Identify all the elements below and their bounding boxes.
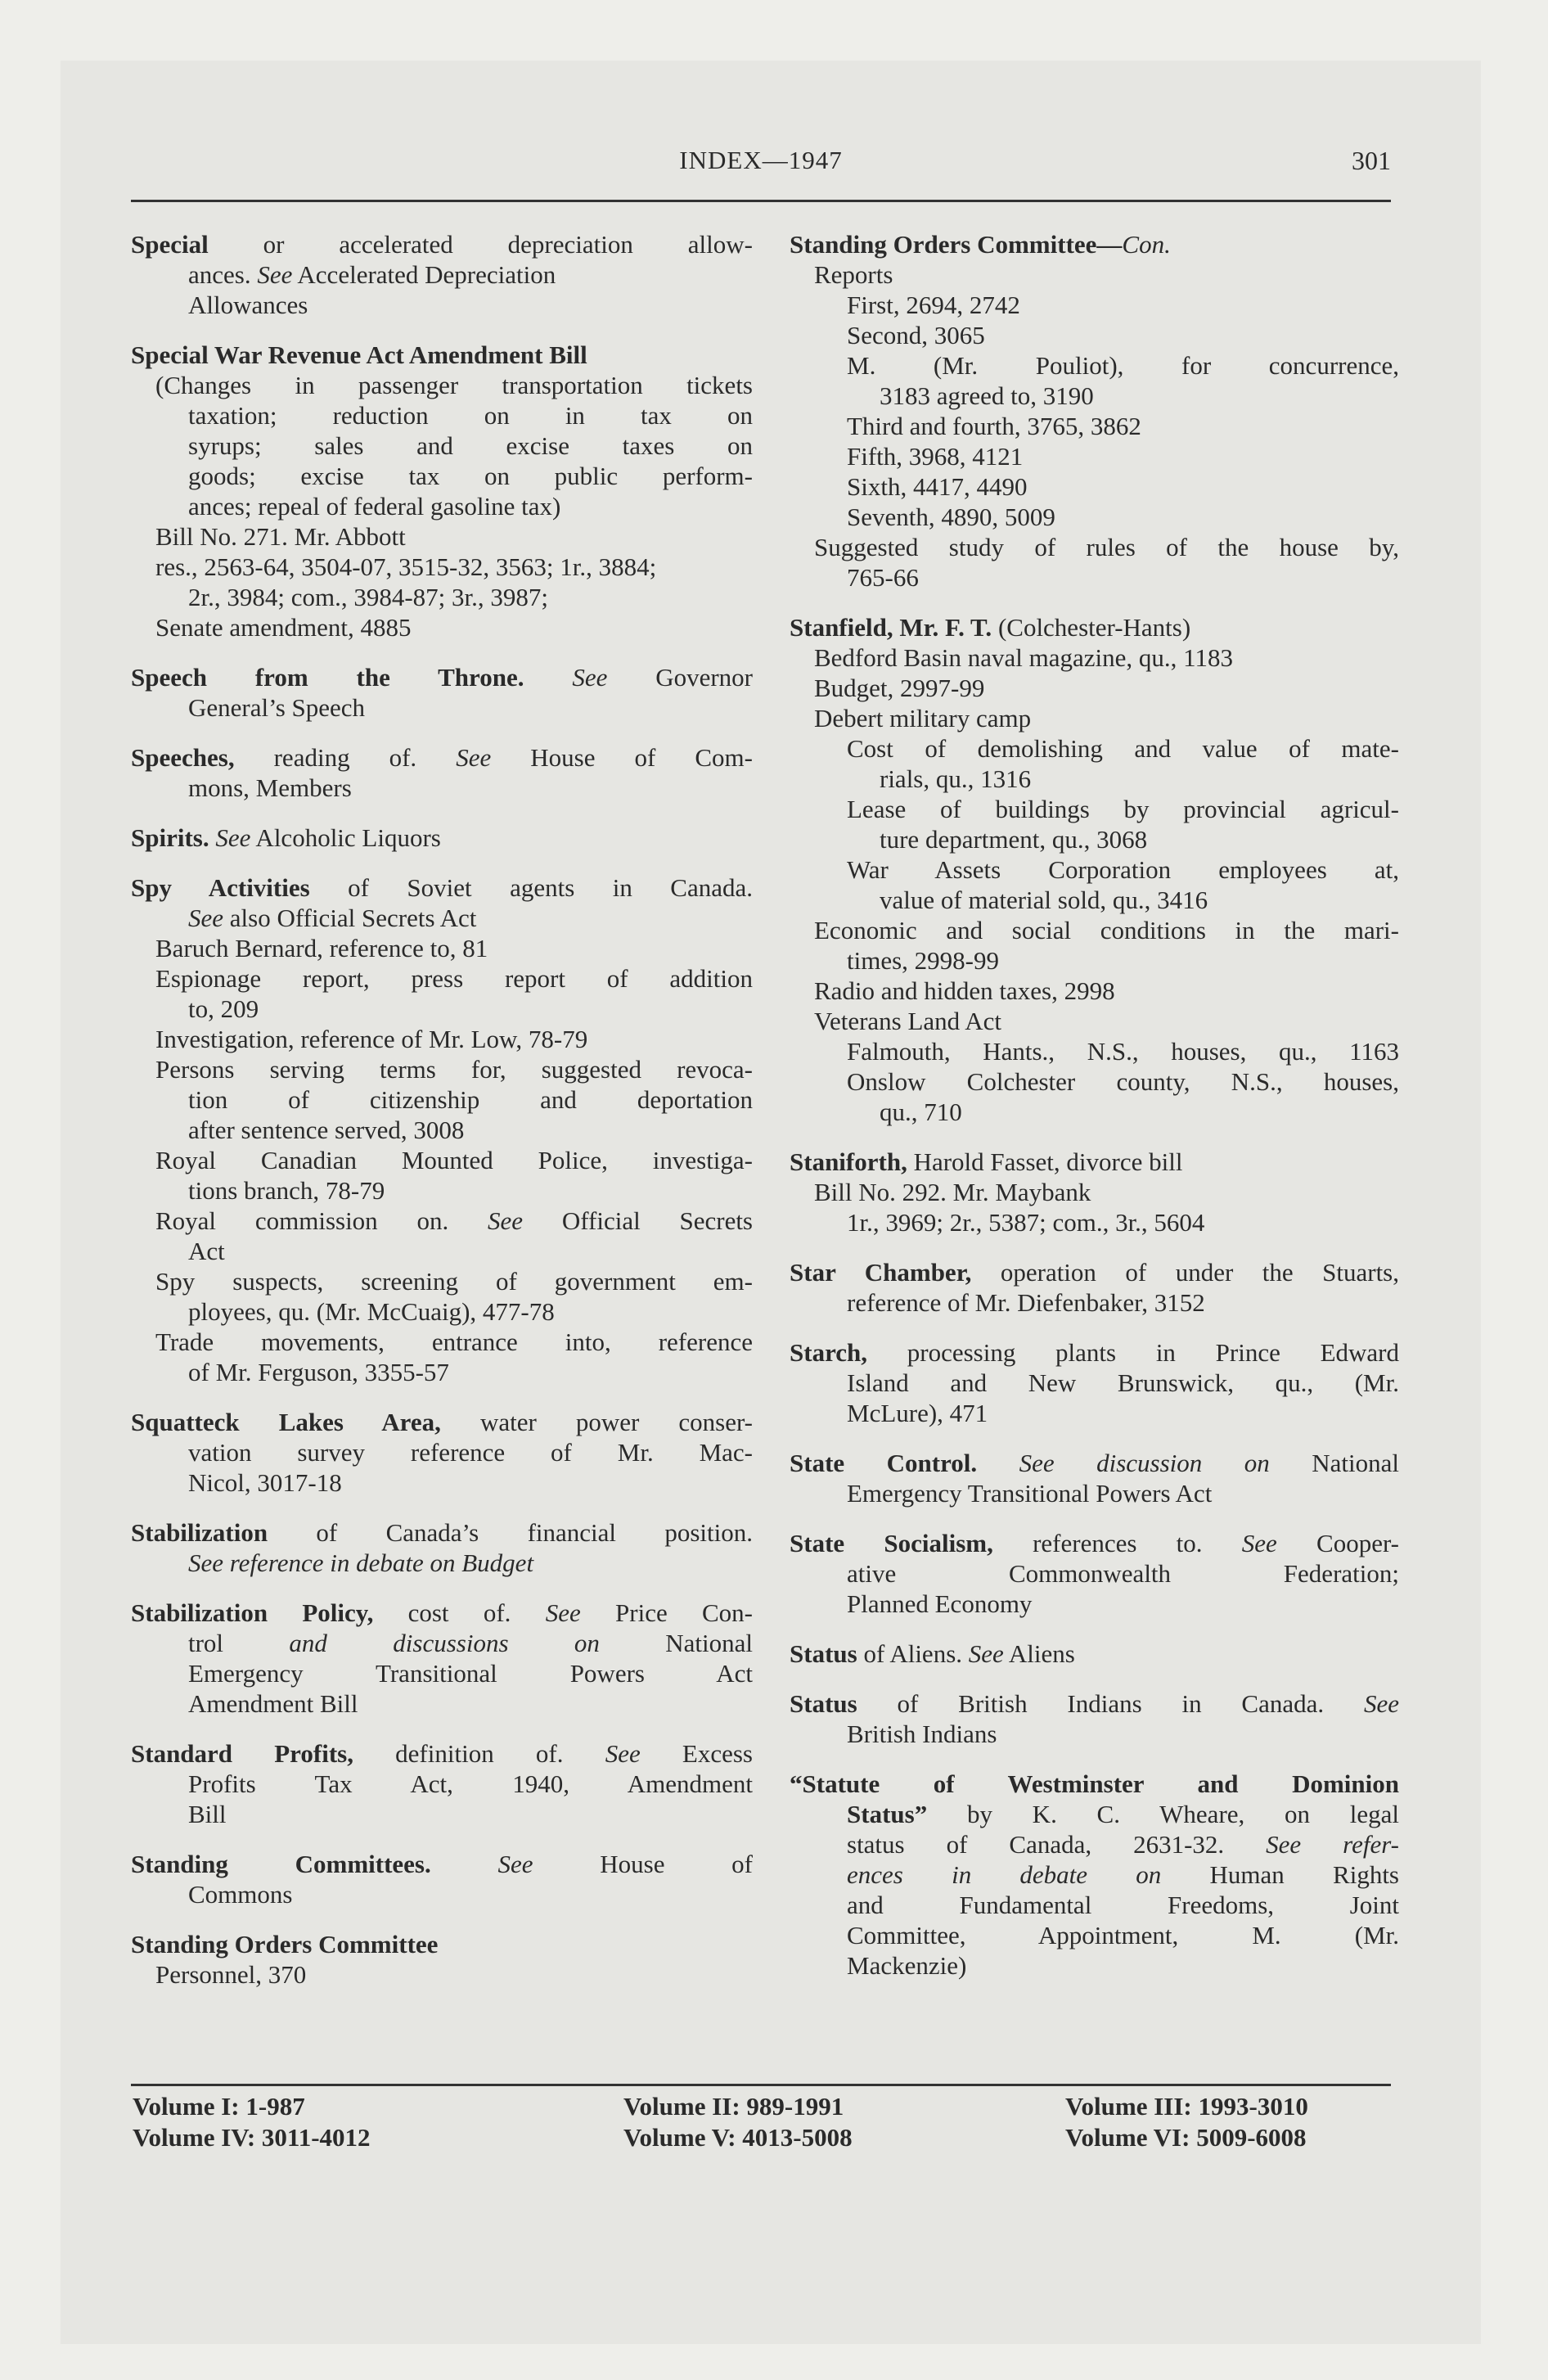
entry-subline — [131, 1769, 753, 1799]
entry-text: and Fundamental Freedoms, Joint — [847, 1891, 1399, 1919]
entry-text: 1r., 3969; 2r., 5387; com., 3r., 5604 — [847, 1208, 1205, 1237]
index-entry — [131, 1929, 753, 1990]
entry-text: of Mr. Ferguson, 3355-57 — [188, 1358, 449, 1386]
entry-text: status of Canada, 2631-32. — [847, 1830, 1267, 1859]
entry-heading-line — [790, 612, 1399, 642]
page-number: 301 — [1352, 146, 1391, 175]
entry-term: Standing Committees. — [131, 1850, 431, 1878]
entry-heading-line — [131, 1929, 753, 1959]
entry-text: times, 2998-99 — [847, 946, 999, 975]
entry-text — [977, 1449, 1019, 1477]
entry-term: Starch, — [790, 1338, 868, 1367]
entry-subline — [131, 521, 753, 552]
entry-subline — [131, 1548, 753, 1578]
entry-text: Seventh, 4890, 5009 — [847, 503, 1055, 531]
volume-range: Volume II: 989-1991 — [623, 2092, 844, 2121]
index-entry — [790, 1769, 1399, 1981]
entry-subline — [131, 612, 753, 642]
entry-term: Staniforth, — [790, 1147, 907, 1176]
entry-subline — [131, 1054, 753, 1084]
index-entry — [790, 612, 1399, 1127]
entry-text: Nicol, 3017-18 — [188, 1468, 342, 1497]
cross-reference-word: See — [545, 1598, 581, 1627]
index-entry — [790, 1688, 1399, 1749]
entry-text: of Soviet agents in Canada. — [309, 873, 754, 902]
header-rule — [131, 200, 1391, 202]
entry-text: tions branch, 78-79 — [188, 1176, 385, 1205]
entry-term: Stabilization Policy, — [131, 1598, 374, 1627]
entry-term: Star Chamber, — [790, 1258, 972, 1287]
entry-subline — [131, 1658, 753, 1688]
entry-subline — [131, 933, 753, 963]
entry-text: Personnel, 370 — [155, 1960, 307, 1989]
entry-text: Commons — [188, 1880, 293, 1909]
entry-text: reference of Mr. Diefenbaker, 3152 — [847, 1288, 1205, 1317]
entry-subline — [131, 1879, 753, 1909]
volume-range: Volume VI: 5009-6008 — [1065, 2123, 1307, 2152]
entry-text: British Indians — [847, 1720, 997, 1748]
entry-subline — [790, 1950, 1399, 1981]
entry-subline — [790, 976, 1399, 1006]
entry-term: Status — [790, 1639, 857, 1668]
entry-text: Onslow Colchester county, N.S., houses, — [847, 1067, 1399, 1096]
index-entry — [131, 1407, 753, 1498]
entry-term: Status — [790, 1689, 857, 1718]
entry-text: Accelerated Depreciation — [292, 260, 556, 289]
entry-subline — [131, 1175, 753, 1206]
entry-subline — [131, 1799, 753, 1829]
entry-text: Mackenzie) — [847, 1951, 967, 1980]
cross-reference-word: See — [215, 823, 251, 852]
index-entry — [790, 1639, 1399, 1669]
cross-reference-word: See — [188, 904, 224, 932]
entry-text: ployees, qu. (Mr. McCuaig), 477-78 — [188, 1297, 555, 1326]
entry-text: also Official Secrets Act — [223, 904, 477, 932]
entry-text: Sixth, 4417, 4490 — [847, 472, 1028, 501]
entry-term: Spy Activities — [131, 873, 310, 902]
entry-subline — [790, 1207, 1399, 1237]
entry-text: Royal Canadian Mounted Police, investiga- — [155, 1146, 753, 1174]
entry-term: Speeches, — [131, 743, 235, 772]
entry-text: Bill No. 292. Mr. Maybank — [814, 1178, 1091, 1206]
entry-subline — [131, 400, 753, 430]
cross-reference-word: ences in debate on — [847, 1860, 1162, 1889]
entry-subline — [131, 1959, 753, 1990]
entry-text: Debert military camp — [814, 704, 1032, 732]
index-entry — [131, 1738, 753, 1829]
index-entry — [131, 742, 753, 803]
index-entry — [131, 872, 753, 1387]
entry-text: Radio and hidden taxes, 2998 — [814, 976, 1115, 1005]
entry-subline — [790, 642, 1399, 673]
entry-subline — [790, 885, 1399, 915]
entry-subline — [131, 582, 753, 612]
cross-reference-word: See — [497, 1850, 533, 1878]
entry-text: water power conser- — [440, 1408, 753, 1436]
entry-subline — [790, 1368, 1399, 1398]
index-entry — [131, 1849, 753, 1909]
entry-text: rials, qu., 1316 — [880, 764, 1032, 793]
entry-subline — [131, 903, 753, 933]
entry-text: ances; repeal of federal gasoline tax) — [188, 492, 561, 521]
entry-text: Island and New Brunswick, qu., (Mr. — [847, 1368, 1399, 1397]
index-entry — [790, 1147, 1399, 1237]
index-entry — [790, 1528, 1399, 1619]
cross-reference-word: See — [605, 1739, 641, 1768]
entry-term: Squatteck Lakes Area, — [131, 1408, 441, 1436]
entry-text: to, 209 — [188, 994, 259, 1023]
entry-text — [524, 663, 573, 692]
entry-subline — [790, 764, 1399, 794]
entry-text: 765-66 — [847, 563, 919, 592]
cross-reference-word: See — [1241, 1529, 1277, 1557]
entry-text: 3183 agreed to, 3190 — [880, 381, 1094, 410]
index-entry — [131, 823, 753, 853]
entry-subline — [131, 773, 753, 803]
entry-text: McLure), 471 — [847, 1399, 988, 1427]
entry-text: Allowances — [188, 291, 308, 319]
entry-text: of Canada’s financial position. — [268, 1518, 753, 1547]
entry-text: Bill No. 271. Mr. Abbott — [155, 522, 406, 551]
entry-text: Persons serving terms for, suggested revoca- — [155, 1055, 753, 1084]
entry-text: definition of. — [353, 1739, 605, 1768]
index-entry — [131, 229, 753, 320]
entry-heading-line — [131, 340, 753, 370]
entry-subline — [790, 441, 1399, 471]
volume-range: Volume V: 4013-5008 — [623, 2123, 853, 2152]
entry-subline — [790, 1558, 1399, 1589]
entry-text: ances. — [188, 260, 258, 289]
entry-text: Human Rights — [1161, 1860, 1399, 1889]
page-header — [131, 146, 1391, 187]
entry-subline — [790, 1097, 1399, 1127]
index-entry — [131, 340, 753, 642]
cross-reference-word: See — [257, 260, 293, 289]
entry-subline — [131, 1628, 753, 1658]
entry-text: Lease of buildings by provincial agricul- — [847, 795, 1399, 823]
entry-subline — [131, 370, 753, 400]
volume-range: Volume IV: 3011-4012 — [133, 2123, 371, 2152]
entry-subline — [790, 1478, 1399, 1508]
entry-text: reading of. — [234, 743, 457, 772]
cross-reference-word: and discussions on — [289, 1629, 600, 1657]
entry-subline — [790, 703, 1399, 733]
footer-rule — [131, 2084, 1391, 2086]
entry-term: Spirits. — [131, 823, 209, 852]
entry-text: Official Secrets — [523, 1206, 753, 1235]
entry-text: Excess — [640, 1739, 754, 1768]
entry-term: Stanfield, Mr. F. T. — [790, 613, 992, 642]
entry-text: Spy suspects, screening of government em- — [155, 1267, 753, 1296]
entry-text: Cost of demolishing and value of mate- — [847, 734, 1399, 763]
index-column-left — [131, 229, 753, 2009]
entry-text: House of — [533, 1850, 753, 1878]
entry-text: Third and fourth, 3765, 3862 — [847, 412, 1141, 440]
entry-text: Act — [188, 1237, 225, 1265]
entry-subline — [131, 1327, 753, 1357]
entry-text: taxation; reduction on in tax on — [188, 401, 753, 430]
entry-text: syrups; sales and excise taxes on — [188, 431, 753, 460]
entry-text: War Assets Corporation employees at, — [847, 855, 1399, 884]
index-entry — [131, 1598, 753, 1719]
entry-text: Falmouth, Hants., N.S., houses, qu., 1163 — [847, 1037, 1399, 1066]
entry-text: of British Indians in Canada. — [857, 1689, 1364, 1718]
entry-text: General’s Speech — [188, 693, 366, 722]
cross-reference-word: See — [488, 1206, 524, 1235]
entry-subline — [790, 945, 1399, 976]
entry-text: Fifth, 3968, 4121 — [847, 442, 1024, 471]
entry-text: Emergency Transitional Powers Act — [188, 1659, 753, 1688]
entry-subline — [131, 1236, 753, 1266]
entry-text: First, 2694, 2742 — [847, 291, 1020, 319]
entry-text: Baruch Bernard, reference to, 81 — [155, 934, 488, 962]
entry-term: Standing Orders Committee — [131, 1930, 439, 1959]
entry-text: or accelerated depreciation allow- — [208, 230, 753, 259]
cross-reference-word: See — [572, 663, 608, 692]
entry-text: processing plants in Prince Edward — [867, 1338, 1399, 1367]
entry-text: National — [1269, 1449, 1400, 1477]
entry-subline — [790, 562, 1399, 593]
entry-heading-line — [131, 742, 753, 773]
entry-subline — [131, 1467, 753, 1498]
entry-text: by K. C. Wheare, on legal — [927, 1800, 1399, 1828]
entry-text: Espionage report, press report of addition — [155, 964, 753, 993]
index-column-right — [790, 229, 1399, 2000]
entry-text: mons, Members — [188, 773, 352, 802]
entry-subline — [131, 1688, 753, 1719]
entry-heading-line — [131, 1517, 753, 1548]
entry-text: Bill — [188, 1800, 227, 1828]
entry-subline — [131, 461, 753, 491]
entry-text: Emergency Transitional Powers Act — [847, 1479, 1213, 1508]
entry-heading-line — [131, 229, 753, 259]
entry-subline — [131, 994, 753, 1024]
entry-text: qu., 710 — [880, 1098, 962, 1126]
entry-term: “Statute of Westminster and Dominion — [790, 1769, 1399, 1798]
entry-text: cost of. — [373, 1598, 546, 1627]
entry-subline — [790, 1006, 1399, 1036]
entry-subline — [790, 1829, 1399, 1859]
entry-subline — [790, 1398, 1399, 1428]
entry-subline — [790, 733, 1399, 764]
entry-heading-line — [790, 229, 1399, 259]
entry-subline — [790, 1719, 1399, 1749]
entry-text: Bedford Basin naval magazine, qu., 1183 — [814, 643, 1233, 672]
cross-reference-word: Con. — [1122, 230, 1171, 259]
entry-heading-line — [131, 1598, 753, 1628]
entry-text: value of material sold, qu., 3416 — [880, 886, 1208, 914]
entry-heading-line — [131, 823, 753, 853]
entry-subline — [131, 290, 753, 320]
entry-text: Amendment Bill — [188, 1689, 358, 1718]
entry-heading-line — [790, 1337, 1399, 1368]
volume-range: Volume I: 1-987 — [133, 2092, 305, 2121]
index-entry — [131, 1517, 753, 1578]
entry-subline — [790, 502, 1399, 532]
entry-term: Status” — [847, 1800, 928, 1828]
entry-text: operation of under the Stuarts, — [971, 1258, 1399, 1287]
index-entry — [790, 1448, 1399, 1508]
entry-subline — [790, 854, 1399, 885]
entry-text — [431, 1850, 498, 1878]
entry-subline — [790, 259, 1399, 290]
entry-term: Stabilization — [131, 1518, 268, 1547]
entry-text: of Aliens. — [857, 1639, 969, 1668]
entry-subline — [131, 552, 753, 582]
cross-reference-word: See reference in debate on Budget — [188, 1548, 534, 1577]
entry-text: Committee, Appointment, M. (Mr. — [847, 1921, 1399, 1950]
entry-text: tion of citizenship and deportation — [188, 1085, 753, 1114]
entry-text: vation survey reference of Mr. Mac- — [188, 1438, 753, 1467]
entry-term: Speech from the Throne. — [131, 663, 524, 692]
entry-subline — [131, 1084, 753, 1115]
entry-text: (Colchester-Hants) — [992, 613, 1191, 642]
entry-subline — [790, 532, 1399, 562]
entry-subline — [131, 1266, 753, 1296]
entry-text: M. (Mr. Pouliot), for concurrence, — [847, 351, 1399, 380]
entry-heading-line — [131, 1407, 753, 1437]
cross-reference-word: See — [456, 743, 492, 772]
entry-text: after sentence served, 3008 — [188, 1116, 465, 1144]
entry-text: goods; excise tax on public perform- — [188, 462, 753, 490]
entry-heading-line — [790, 1639, 1399, 1669]
entry-subline — [790, 1287, 1399, 1318]
entry-text: National — [599, 1629, 753, 1657]
index-entry — [131, 662, 753, 723]
entry-subline — [131, 259, 753, 290]
entry-text: Economic and social conditions in the mari- — [814, 916, 1399, 944]
entry-text: Planned Economy — [847, 1589, 1033, 1618]
entry-subline — [131, 1145, 753, 1175]
entry-subline — [790, 824, 1399, 854]
entry-subline — [790, 1859, 1399, 1890]
entry-term: Special War Revenue Act Amendment Bill — [131, 340, 587, 369]
entry-text: Investigation, reference of Mr. Low, 78-79 — [155, 1025, 588, 1053]
entry-text: (Changes in passenger transportation tickets — [155, 371, 753, 399]
entry-subline — [131, 1437, 753, 1467]
entry-subline — [790, 1066, 1399, 1097]
entry-text: references to. — [992, 1529, 1242, 1557]
entry-subline — [790, 1036, 1399, 1066]
entry-heading-line — [790, 1769, 1399, 1799]
entry-subline — [131, 692, 753, 723]
entry-text: Price Con- — [580, 1598, 753, 1627]
entry-term: State Socialism, — [790, 1529, 993, 1557]
entry-subline — [790, 1589, 1399, 1619]
index-entry — [790, 229, 1399, 593]
entry-text: Governor — [607, 663, 754, 692]
index-entry — [790, 1337, 1399, 1428]
entry-text: Profits Tax Act, 1940, Amendment — [188, 1769, 753, 1798]
entry-text: trol — [188, 1629, 290, 1657]
entry-text: Alcoholic Liquors — [250, 823, 441, 852]
entry-heading-line — [131, 1849, 753, 1879]
entry-text: Suggested study of rules of the house by, — [814, 533, 1399, 561]
entry-text: Harold Fasset, divorce bill — [907, 1147, 1183, 1176]
entry-text: Budget, 2997-99 — [814, 674, 985, 702]
entry-heading-line — [790, 1448, 1399, 1478]
entry-term: State Control. — [790, 1449, 978, 1477]
entry-text: Trade movements, entrance into, reference — [155, 1327, 753, 1356]
entry-text: Cooper- — [1276, 1529, 1399, 1557]
entry-heading-line — [131, 872, 753, 903]
entry-subline — [131, 1296, 753, 1327]
entry-subline — [790, 320, 1399, 350]
entry-subline — [790, 1799, 1399, 1829]
entry-subline — [790, 411, 1399, 441]
running-head: INDEX—1947 — [679, 146, 843, 174]
entry-heading-line — [131, 1738, 753, 1769]
entry-subline — [790, 471, 1399, 502]
entry-subline — [131, 430, 753, 461]
entry-subline — [790, 1177, 1399, 1207]
entry-text: Senate amendment, 4885 — [155, 613, 412, 642]
entry-subline — [131, 963, 753, 994]
cross-reference-word: See — [1363, 1689, 1399, 1718]
entry-text: Second, 3065 — [847, 321, 985, 349]
entry-text: Reports — [814, 260, 893, 289]
entry-subline — [790, 915, 1399, 945]
entry-text: Royal commission on. — [155, 1206, 488, 1235]
entry-subline — [790, 290, 1399, 320]
entry-term: Special — [131, 230, 209, 259]
entry-term: Standard Profits, — [131, 1739, 353, 1768]
entry-subline — [131, 1357, 753, 1387]
cross-reference-word: See — [968, 1639, 1004, 1668]
index-entry — [790, 1257, 1399, 1318]
entry-subline — [790, 350, 1399, 381]
cross-reference-word: See refer- — [1266, 1830, 1399, 1859]
entry-text: ture department, qu., 3068 — [880, 825, 1148, 854]
entry-subline — [131, 1024, 753, 1054]
entry-subline — [790, 794, 1399, 824]
volume-range: Volume III: 1993-3010 — [1065, 2092, 1308, 2121]
entry-subline — [131, 1115, 753, 1145]
entry-heading-line — [790, 1688, 1399, 1719]
entry-text: ative Commonwealth Federation; — [847, 1559, 1399, 1588]
entry-heading-line — [790, 1528, 1399, 1558]
entry-heading-line — [790, 1147, 1399, 1177]
entry-text: Veterans Land Act — [814, 1007, 1001, 1035]
entry-heading-line — [131, 662, 753, 692]
entry-subline — [790, 1920, 1399, 1950]
entry-subline — [790, 381, 1399, 411]
entry-subline — [131, 1206, 753, 1236]
entry-text: Aliens — [1003, 1639, 1075, 1668]
cross-reference-word: See discussion on — [1019, 1449, 1270, 1477]
entry-text: res., 2563-64, 3504-07, 3515-32, 3563; 1r., 3884; — [155, 552, 657, 581]
entry-subline — [790, 673, 1399, 703]
entry-text: House of Com- — [491, 743, 753, 772]
entry-heading-line — [790, 1257, 1399, 1287]
entry-term: Standing Orders Committee— — [790, 230, 1123, 259]
entry-subline — [790, 1890, 1399, 1920]
entry-text: 2r., 3984; com., 3984-87; 3r., 3987; — [188, 583, 549, 611]
entry-subline — [131, 491, 753, 521]
